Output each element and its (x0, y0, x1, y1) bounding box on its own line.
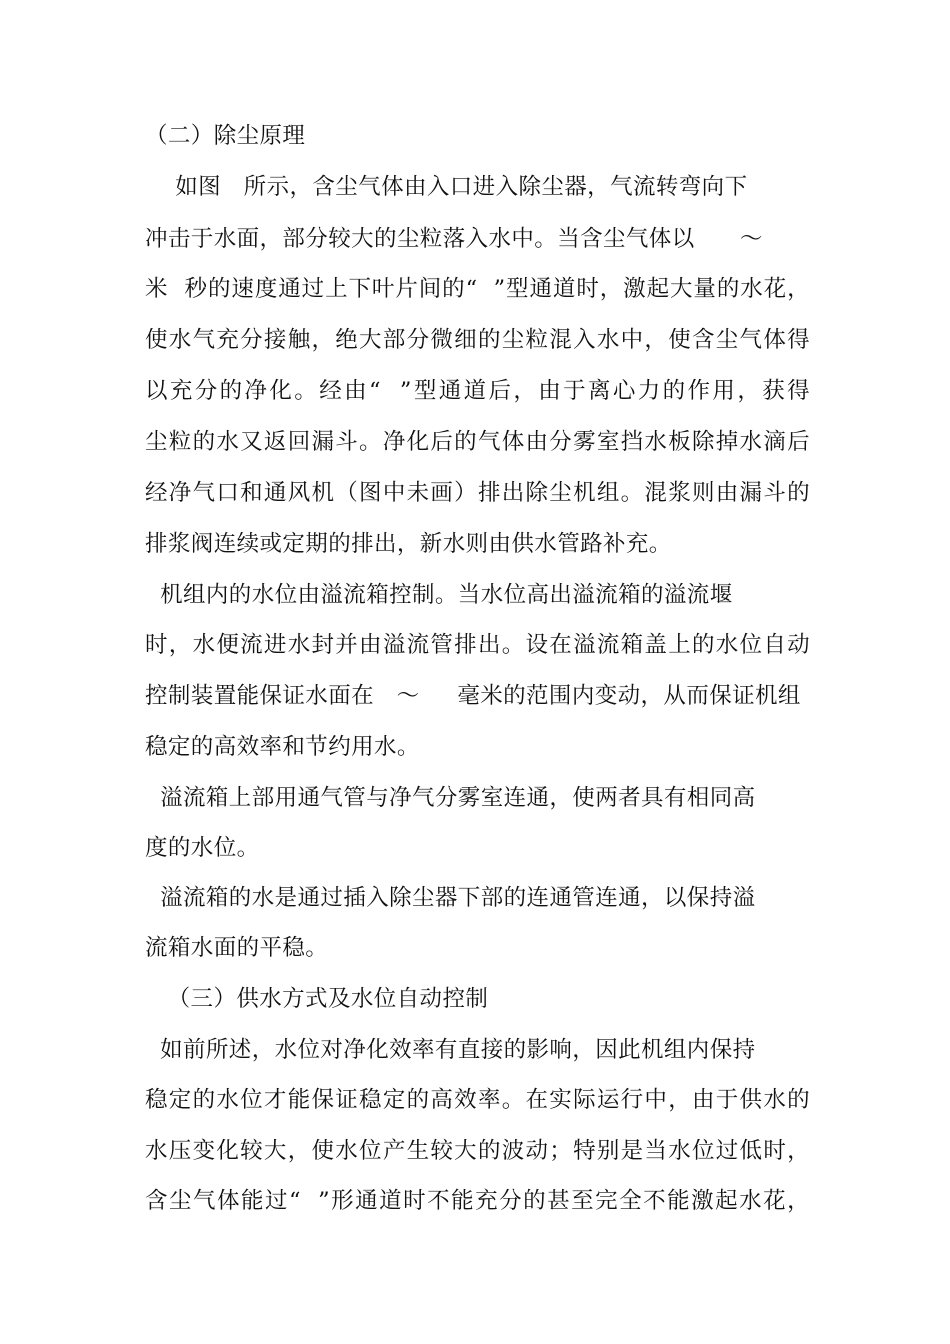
paragraph-line: 度的水位。 (145, 835, 260, 861)
paragraph-line: 机组内的水位由溢流箱控制。当水位高出溢流箱的溢流堰 (145, 582, 733, 608)
paragraph-line: 溢流箱上部用通气管与净气分雾室连通，使两者具有相同高 (145, 785, 756, 811)
paragraph-line: 使水气充分接触，绝大部分微细的尘粒混入水中，使含尘气体得 (145, 327, 810, 353)
paragraph-line: 稳定的高效率和节约用水。 (145, 734, 420, 760)
paragraph-line: 流箱水面的平稳。 (145, 935, 329, 961)
paragraph-line: 如图 所示，含尘气体由入口进入除尘器，气流转弯向下 (145, 174, 748, 200)
paragraph-line: 时，水便流进水封并由溢流管排出。设在溢流箱盖上的水位自动 (145, 632, 810, 658)
paragraph-line: 如前所述，水位对净化效率有直接的影响，因此机组内保持 (145, 1037, 756, 1063)
section-heading-water-supply: （三）供水方式及水位自动控制 (145, 986, 489, 1012)
paragraph-line: 米 秒的速度通过上下叶片间的“ ”型通道时，激起大量的水花， (145, 276, 810, 302)
section-heading-dust-removal-principle: （二）除尘原理 (145, 123, 306, 149)
paragraph-line: 水压变化较大，使水位产生较大的波动；特别是当水位过低时， (145, 1138, 810, 1164)
paragraph-line: 经净气口和通风机（图中未画）排出除尘机组。混浆则由漏斗的 (145, 480, 810, 506)
paragraph-line: 冲击于水面，部分较大的尘粒落入水中。当含尘气体以 ～ (145, 226, 763, 252)
paragraph-line: 溢流箱的水是通过插入除尘器下部的连通管连通，以保持溢 (145, 885, 756, 911)
paragraph-line: 以充分的净化。经由“ ”型通道后，由于离心力的作用，获得 (145, 378, 810, 404)
paragraph-line: 稳定的水位才能保证稳定的高效率。在实际运行中，由于供水的 (145, 1087, 810, 1113)
paragraph-line: 控制装置能保证水面在 ～ 毫米的范围内变动，从而保证机组 (145, 683, 801, 709)
paragraph-line: 含尘气体能过“ ”形通道时不能充分的甚至完全不能激起水花， (145, 1188, 810, 1214)
paragraph-line: 排浆阀连续或定期的排出，新水则由供水管路补充。 (145, 531, 672, 557)
paragraph-line: 尘粒的水又返回漏斗。净化后的气体由分雾室挡水板除掉水滴后 (145, 429, 810, 455)
